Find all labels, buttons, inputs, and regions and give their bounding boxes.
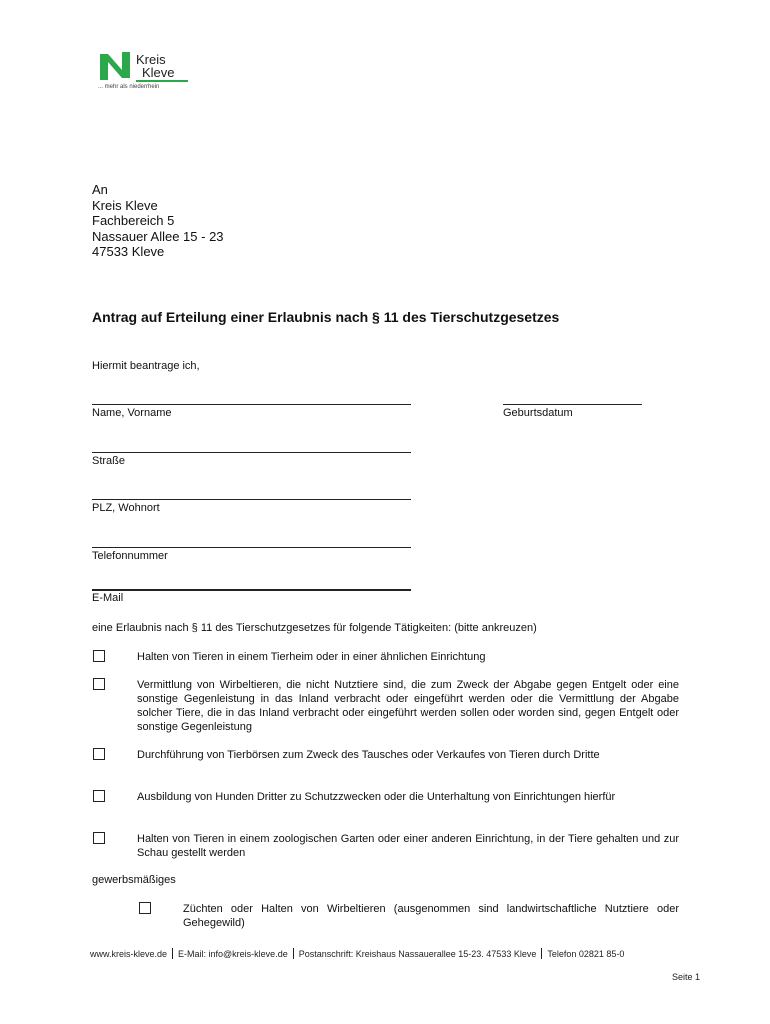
footer-website: www.kreis-kleve.de bbox=[90, 949, 168, 959]
checkbox-hundeausbildung[interactable] bbox=[93, 790, 105, 802]
intro-text: Hiermit beantrage ich, bbox=[92, 360, 200, 372]
footer bbox=[90, 948, 624, 959]
kreis-kleve-logo bbox=[98, 46, 198, 94]
checkbox-tierheim[interactable] bbox=[93, 650, 105, 662]
email-field-line[interactable] bbox=[92, 589, 411, 591]
option-hundeausbildung-text: Ausbildung von Hunden Dritter zu Schutzzwecken oder die Unterhaltung von Einrichtungen hierfür bbox=[137, 791, 616, 803]
kreis-kleve-logo-mark-icon bbox=[98, 50, 132, 82]
checkbox-zoo[interactable] bbox=[93, 832, 105, 844]
document-title: Antrag auf Erteilung einer Erlaubnis nach § 11 des Tierschutzgesetzes bbox=[92, 309, 560, 325]
name-label: Name, Vorname bbox=[92, 407, 172, 419]
logo-underline bbox=[136, 80, 188, 82]
logo-text-kreis: Kreis bbox=[136, 52, 166, 67]
address-line: An bbox=[92, 182, 108, 197]
birthdate-label: Geburtsdatum bbox=[503, 407, 573, 419]
phone-label: Telefonnummer bbox=[92, 550, 168, 562]
recipient-address bbox=[92, 182, 224, 260]
birthdate-field-line[interactable] bbox=[503, 404, 642, 405]
street-label: Straße bbox=[92, 455, 126, 467]
gewerbs-label: gewerbsmäßiges bbox=[92, 874, 176, 886]
address-line: Fachbereich 5 bbox=[92, 213, 175, 228]
footer-separator bbox=[172, 948, 173, 959]
address-line: Nassauer Allee 15 - 23 bbox=[92, 228, 224, 244]
address-line: Kreis Kleve bbox=[92, 197, 158, 213]
street-field-line[interactable] bbox=[92, 452, 411, 453]
address-line: 47533 Kleve bbox=[92, 244, 165, 259]
option-zoo-text: Halten von Tieren in einem zoologischen Garten oder einer anderen Einrichtung, in der Tiere gehalten und zur Schau gestellt werden bbox=[137, 833, 679, 859]
checkbox-vermittlung[interactable] bbox=[93, 678, 105, 690]
footer-postal: Postanschrift: Kreishaus Nassauerallee 15-23. 47533 Kleve bbox=[298, 949, 537, 959]
option-tierboersen-text: Durchführung von Tierbörsen zum Zweck des Tausches oder Verkaufes von Tieren durch Dritte bbox=[137, 749, 600, 761]
checkbox-tierboersen[interactable] bbox=[93, 748, 105, 760]
phone-field-line[interactable] bbox=[92, 547, 411, 548]
option-vermittlung-text: Vermittlung von Wirbeltieren, die nicht Nutztiere sind, die zum Zweck der Abgabe gegen Entgelt oder eine sonstige Gegenleistung in das Inland verbracht oder eingeführt werden oder die Vermittlung der Abgabe solcher Tiere, die in das Inland verbracht oder eingeführt werden sollen oder worden sind, gegen Entgelt oder sonstige Gegenleistung bbox=[137, 679, 679, 733]
footer-email: E-Mail: info@kreis-kleve.de bbox=[178, 949, 288, 959]
footer-separator bbox=[293, 948, 294, 959]
page-number: Seite 1 bbox=[672, 972, 701, 982]
name-field-line[interactable] bbox=[92, 404, 411, 405]
option-tierheim-text: Halten von Tieren in einem Tierheim oder in einer ähnlichen Einrichtung bbox=[137, 651, 486, 663]
logo-text-kleve: Kleve bbox=[142, 65, 175, 80]
city-field-line[interactable] bbox=[92, 499, 411, 500]
footer-phone: Telefon 02821 85-0 bbox=[547, 949, 625, 959]
footer-separator bbox=[541, 948, 542, 959]
email-label: E-Mail bbox=[92, 592, 124, 604]
logo-tagline: ... mehr als niederrhein bbox=[98, 84, 160, 90]
activities-description: eine Erlaubnis nach § 11 des Tierschutzgesetzes für folgende Tätigkeiten: (bitte ankreuzen) bbox=[92, 622, 537, 634]
city-label: PLZ, Wohnort bbox=[92, 502, 160, 514]
checkbox-zuechten[interactable] bbox=[139, 902, 151, 914]
option-zuechten-text: Züchten oder Halten von Wirbeltieren (ausgenommen sind landwirtschaftliche Nutztiere oder Gehegewild) bbox=[183, 903, 679, 929]
